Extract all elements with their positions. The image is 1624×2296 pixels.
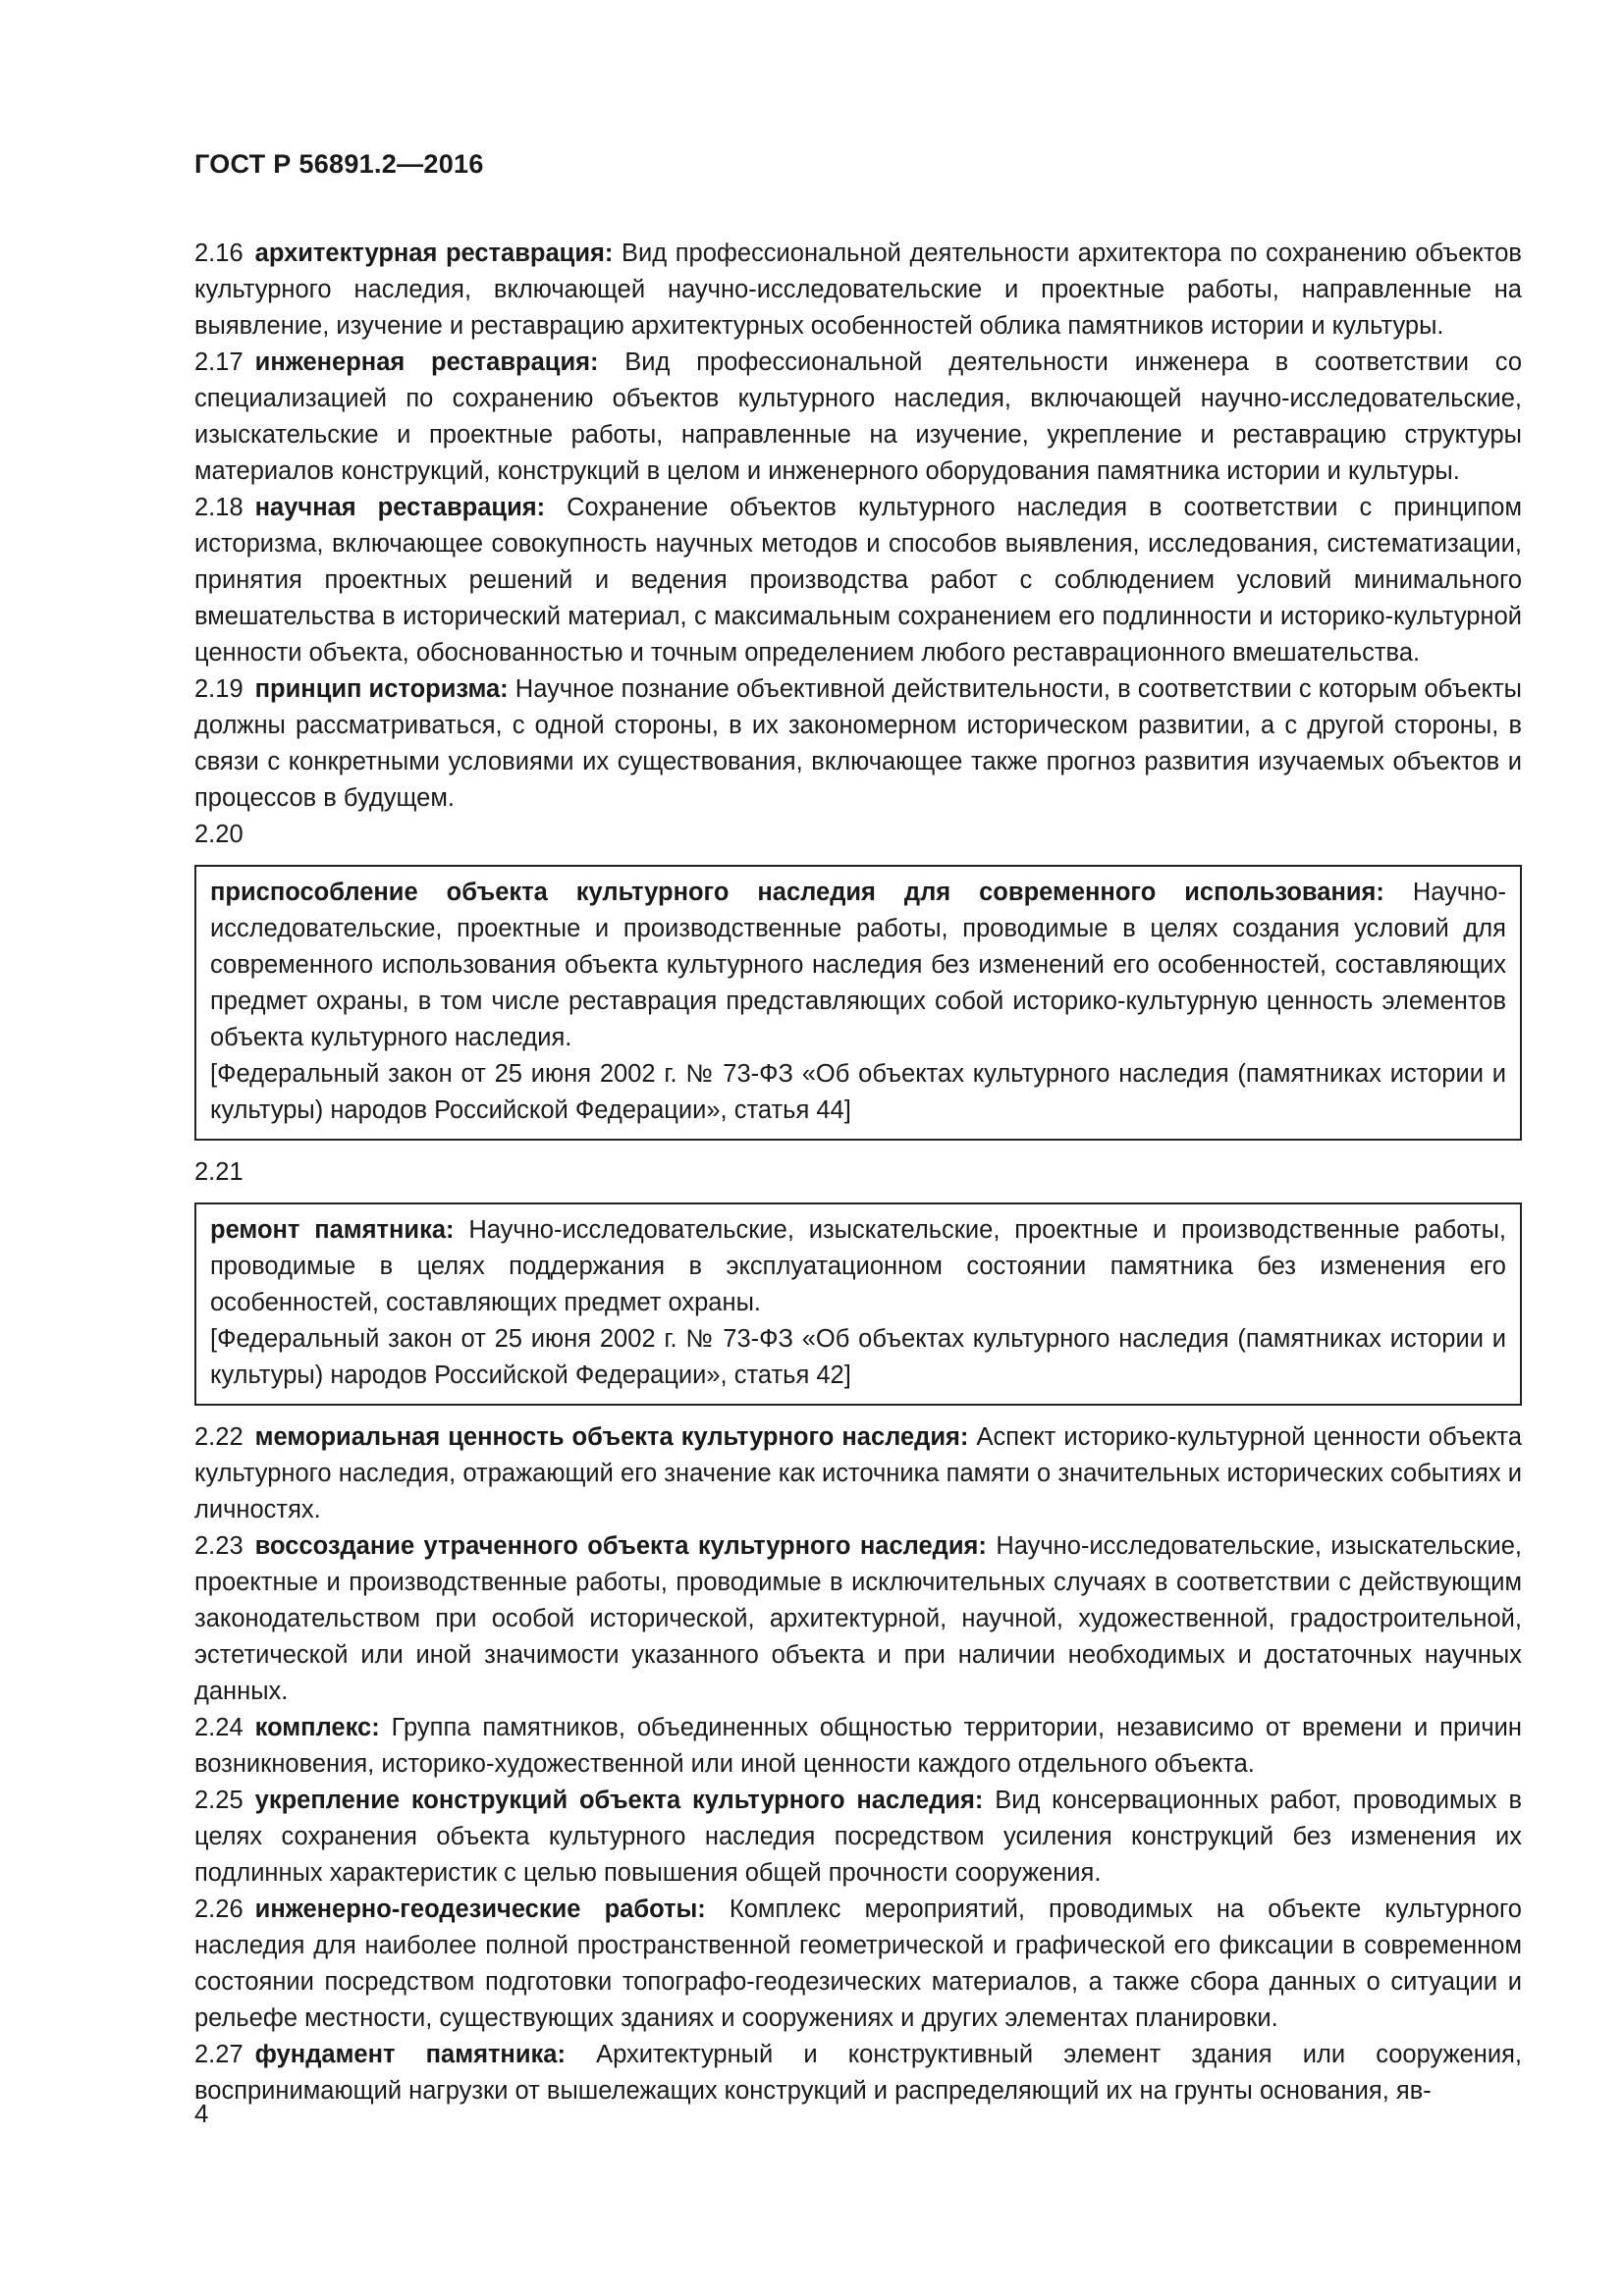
- entry-term: воссоздание утраченного объекта культурного наследия:: [254, 1532, 987, 1560]
- entry-text: Научно-исследовательские, проектные и производственные работы, проводимые в целях создания условий для современного использования объекта культурного наследия без изменений его особенностей, составляющих предмет охраны, в том числе реставрация представляющих собой историко-культурную ценность элементов объекта культурного наследия.: [210, 879, 1506, 1051]
- entry-text: Вид профессиональной деятельности инженера в соответствии со специализацией по сохранению объектов культурного наследия, включающей научно-исследовательские, изыскательские и проектные работы, направленные на изучение, укрепление и реставрацию структуры материалов конструкций, конструкций в целом и инженерного оборудования памятника истории и культуры.: [194, 348, 1522, 485]
- entry-term: мемориальная ценность объекта культурного наследия:: [254, 1423, 969, 1451]
- entry-term: научная реставрация:: [254, 494, 546, 521]
- entry-number: 2.24: [194, 1714, 244, 1741]
- definition-entry-2-22: [194, 1419, 1522, 1528]
- entry-text: Вид профессиональной деятельности архитектора по сохранению объектов культурного наследия, включающей научно-исследовательские и проектные работы, направленные на выявление, изучение и реставрацию архитектурных особенностей облика памятников истории и культуры.: [194, 240, 1522, 340]
- definition-entry-2-24: [194, 1710, 1522, 1783]
- entry-term: инженерно-геодезические работы:: [254, 1896, 706, 1923]
- entry-term: ремонт памятника:: [210, 1216, 455, 1244]
- entry-term: приспособление объекта культурного наследия для современного использования:: [210, 879, 1384, 906]
- definition-entry-2-19: [194, 671, 1522, 817]
- entry-term: архитектурная реставрация:: [254, 240, 614, 267]
- definition-entry-2-23: [194, 1528, 1522, 1710]
- boxed-definition-2-21: [194, 1202, 1522, 1406]
- entry-number: 2.27: [194, 2041, 244, 2068]
- page-number: 4: [194, 2099, 209, 2128]
- entry-number: 2.19: [194, 675, 244, 703]
- entry-number: 2.17: [194, 348, 244, 376]
- entry-text: Научно-исследовательские, изыскательские, проектные и производственные работы, проводимые в целях поддержания в эксплуатационном состоянии памятника без изменения его особенностей, составляющих предмет охраны.: [210, 1216, 1506, 1316]
- entry-term: фундамент памятника:: [254, 2041, 566, 2068]
- entry-text: Аспект историко-культурной ценности объекта культурного наследия, отражающий его значение как источника памяти о значительных исторических событиях и личностях.: [194, 1423, 1523, 1523]
- boxed-definition-body: [210, 1212, 1506, 1321]
- entry-text: Научное познание объективной действительности, в соответствии с которым объекты должны рассматриваться, с одной стороны, в их закономерном историческом развитии, а с другой стороны, в связи с конкретными условиями их существования, включающее также прогноз развития изучаемых объектов и процессов в будущем.: [194, 675, 1522, 812]
- entry-text: Сохранение объектов культурного наследия в соответствии с принципом историзма, включающее совокупность научных методов и способов выявления, исследования, систематизации, принятия проектных решений и ведения производства работ с соблюдением условий минимального вмешательства в исторический материал, с максимальным сохранением его подлинности и историко-культурной ценности объекта, обоснованностью и точным определением любого реставрационного вмешательства.: [194, 494, 1523, 667]
- entry-text: Группа памятников, объединенных общностью территории, независимо от времени и причин возникновения, историко-художественной или иной ценности каждого отдельного объекта.: [194, 1714, 1522, 1778]
- document-header: ГОСТ Р 56891.2—2016: [194, 149, 484, 179]
- entry-number: 2.18: [194, 494, 244, 521]
- entry-term: инженерная реставрация:: [254, 348, 599, 376]
- source-reference: [Федеральный закон от 25 июня 2002 г. № 73-ФЗ «Об объектах культурного наследия (памятниках истории и культуры) народов Российской Федерации», статья 42]: [210, 1325, 1506, 1389]
- boxed-definition-body: [210, 875, 1506, 1056]
- entry-term: принцип историзма:: [254, 675, 509, 703]
- entry-number-2-20: 2.20: [194, 821, 244, 848]
- entry-number: 2.26: [194, 1896, 244, 1923]
- definition-entry-2-17: [194, 345, 1522, 490]
- definition-entry-2-25: [194, 1783, 1522, 1892]
- entry-number: 2.22: [194, 1423, 244, 1451]
- entry-text: Научно-исследовательские, изыскательские, проектные и производственные работы, проводимые в исключительных случаях в соответствии с действующим законодательством при особой исторической, архитектурной, научной, художественной, градостроительной, эстетической или иной значимости указанного объекта и при наличии необходимых и достаточных научных данных.: [194, 1532, 1522, 1705]
- definition-entry-2-27: [194, 2037, 1522, 2109]
- entry-number: 2.25: [194, 1787, 244, 1814]
- definition-entry-2-18: [194, 490, 1522, 671]
- entry-text: Архитектурный и конструктивный элемент здания или сооружения, воспринимающий нагрузки от вышележащих конструкций и распределяющий их на грунты основания, яв-: [194, 2041, 1522, 2105]
- source-reference: [Федеральный закон от 25 июня 2002 г. № 73-ФЗ «Об объектах культурного наследия (памятниках истории и культуры) народов Российской Федерации», статья 44]: [210, 1060, 1506, 1124]
- entry-term: укрепление конструкций объекта культурного наследия:: [254, 1787, 984, 1814]
- document-page: [194, 147, 1522, 2109]
- entry-text: Комплекс мероприятий, проводимых на объекте культурного наследия для наиболее полной пространственной геометрической и графической его фиксации в современном состоянии посредством подготовки топографо-геодезических материалов, а также сбора данных о ситуации и рельефе местности, существующих зданиях и сооружениях и других элементах планировки.: [194, 1896, 1522, 2032]
- entry-number: 2.23: [194, 1532, 244, 1560]
- entry-term: комплекс:: [254, 1714, 380, 1741]
- boxed-definition-2-20: [194, 865, 1522, 1141]
- entry-number: 2.16: [194, 240, 244, 267]
- definition-entry-2-26: [194, 1892, 1522, 2037]
- entry-text: Вид консервационных работ, проводимых в целях сохранения объекта культурного наследия посредством усиления конструкций без изменения их подлинных характеристик с целью повышения общей прочности сооружения.: [194, 1787, 1523, 1887]
- entry-number-2-21: 2.21: [194, 1158, 244, 1186]
- definition-entry-2-16: [194, 236, 1522, 345]
